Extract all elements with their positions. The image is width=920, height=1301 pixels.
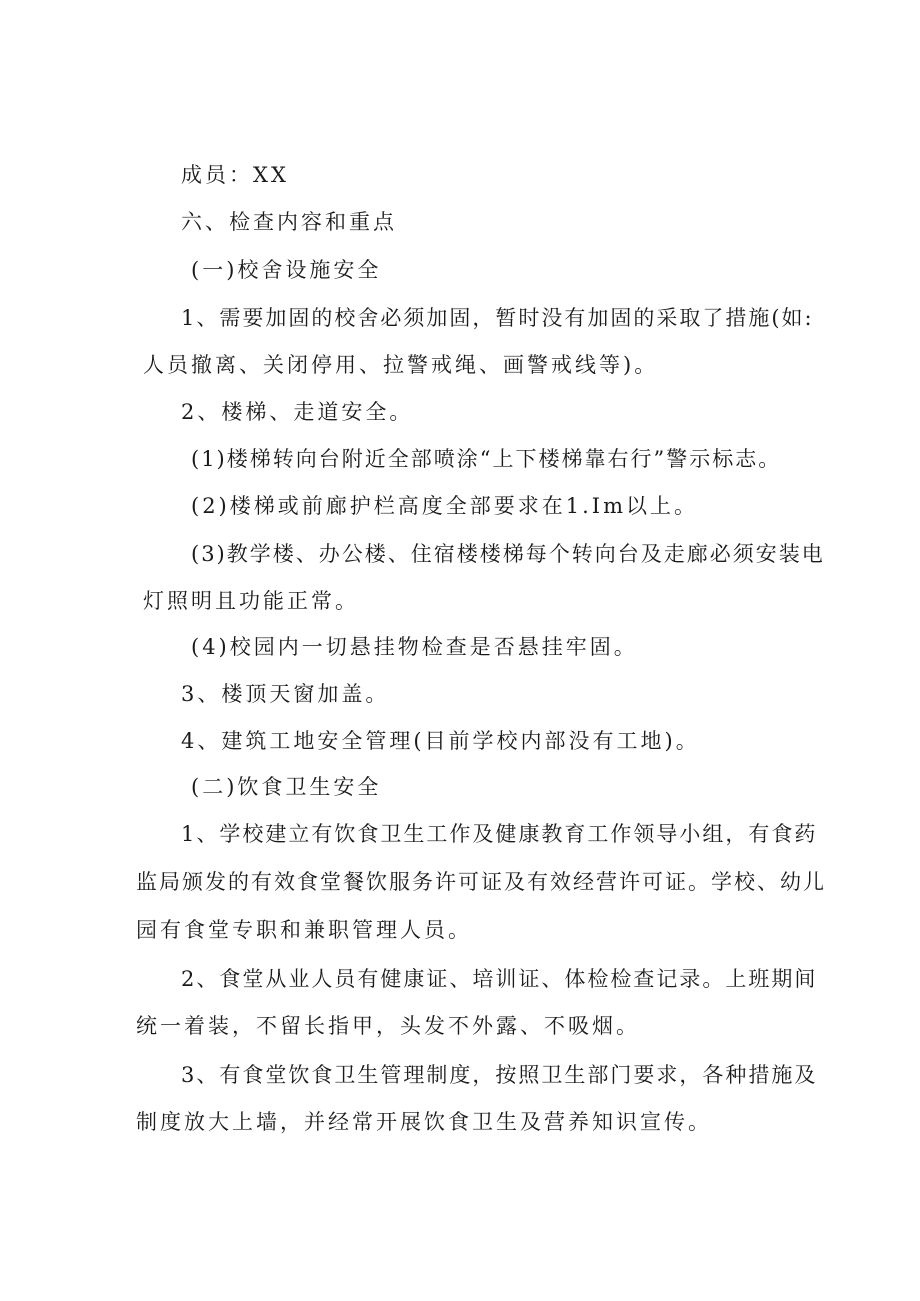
subsection-1-heading: (一)校舍设施安全 xyxy=(191,258,382,282)
food-item-1-line-3: 园有食堂专职和兼职管理人员。 xyxy=(136,918,472,942)
item-2: 2、楼梯、走道安全。 xyxy=(181,400,414,424)
food-item-1-line-2: 监局颁发的有效食堂餐饮服务许可证及有效经营许可证。学校、幼儿 xyxy=(136,870,826,894)
item-2-sub-3-line-2: 灯照明且功能正常。 xyxy=(143,589,359,613)
item-2-sub-3-line-1: (3)教学楼、办公楼、住宿楼楼梯每个转向台及走廊必须安装电 xyxy=(191,542,825,566)
members-line: 成员：XX xyxy=(181,163,289,187)
item-1-line-2: 人员撤离、关闭停用、拉警戒绳、画警戒线等)。 xyxy=(143,353,659,377)
item-2-sub-4: (4)校园内一切悬挂物检查是否悬挂牢固。 xyxy=(191,635,638,659)
food-item-2-line-2: 统一着装，不留长指甲，头发不外露、不吸烟。 xyxy=(136,1014,640,1038)
subsection-2-heading: (二)饮食卫生安全 xyxy=(191,775,382,799)
section-6-heading: 六、检查内容和重点 xyxy=(181,210,397,234)
food-item-2-line-1: 2、食堂从业人员有健康证、培训证、体检检查记录。上班期间 xyxy=(181,967,818,991)
item-3: 3、楼顶天窗加盖。 xyxy=(181,682,390,706)
item-2-sub-2: (2)楼梯或前廊护栏高度全部要求在1.Im以上。 xyxy=(191,494,698,518)
food-item-3-line-2: 制度放大上墙，并经常开展饮食卫生及营养知识宣传。 xyxy=(136,1110,712,1134)
food-item-3-line-1: 3、有食堂饮食卫生管理制度，按照卫生部门要求，各种措施及 xyxy=(181,1063,818,1087)
item-4: 4、建筑工地安全管理(目前学校内部没有工地)。 xyxy=(181,729,700,753)
item-2-sub-1: (1)楼梯转向台附近全部喷涂“上下楼梯靠右行”警示标志。 xyxy=(191,447,782,471)
food-item-1-line-1: 1、学校建立有饮食卫生工作及健康教育工作领导小组，有食药 xyxy=(181,822,818,846)
item-1-line-1: 1、需要加固的校舍必须加固，暂时没有加固的采取了措施(如: xyxy=(181,306,814,330)
